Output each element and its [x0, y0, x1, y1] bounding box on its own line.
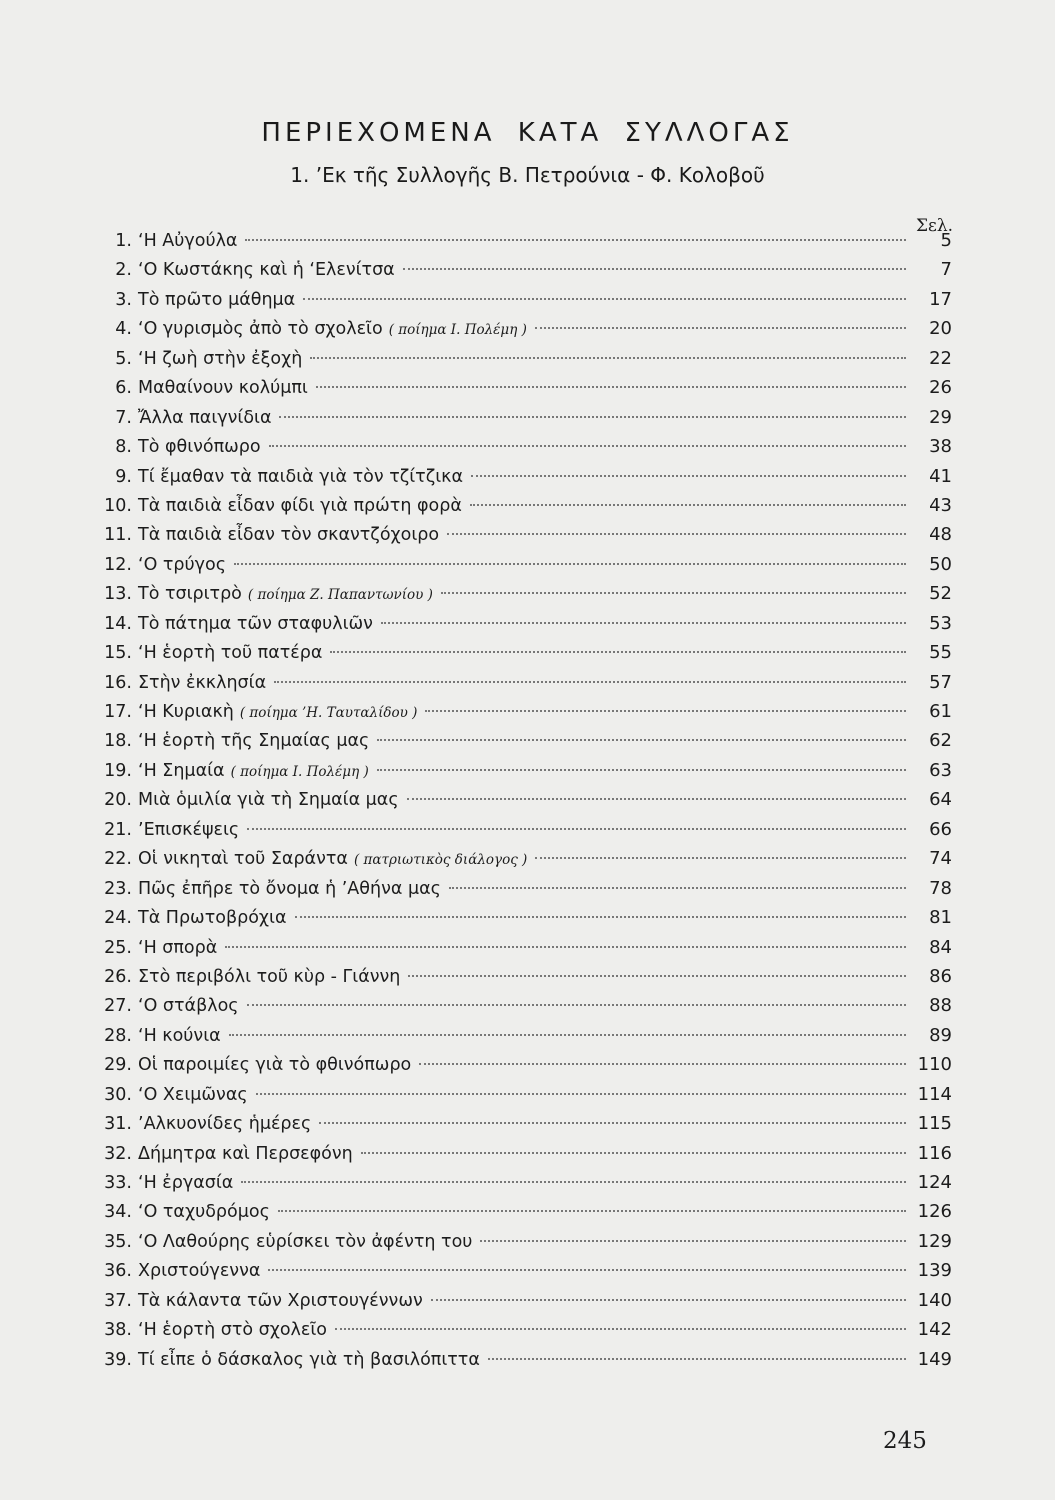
dot-leader	[470, 504, 906, 506]
entry-title: ‘Η κούνια	[138, 1025, 221, 1046]
toc-entry	[80, 436, 952, 465]
toc-entry	[80, 289, 952, 318]
entry-page-number: 50	[929, 553, 952, 575]
toc-entry	[80, 1054, 952, 1083]
entry-number: 15.	[104, 643, 132, 664]
entry-number: 16.	[104, 672, 132, 693]
entry-number: 17.	[104, 702, 132, 722]
entry-title: Μιὰ ὁμιλία γιὰ τὴ Σημαία μας	[138, 790, 399, 811]
dot-leader	[381, 622, 906, 624]
entry-page-number: 20	[929, 318, 952, 340]
entry-note: ( πατριωτικὸς διάλογος )	[353, 852, 528, 869]
entry-number: 10.	[104, 495, 132, 516]
entry-number: 5.	[115, 348, 132, 369]
dot-leader	[335, 1328, 906, 1330]
entry-page-number: 61	[929, 701, 952, 722]
dot-leader	[241, 1181, 906, 1183]
toc-entry	[80, 583, 952, 612]
toc-entry	[80, 495, 952, 524]
dot-leader	[269, 445, 906, 447]
entry-page-number: 124	[917, 1172, 952, 1193]
entry-number: 30.	[104, 1084, 132, 1105]
dot-leader	[480, 1240, 906, 1242]
entry-number: 8.	[115, 437, 132, 458]
toc-entry	[80, 848, 952, 877]
entry-page-number: 48	[929, 524, 952, 546]
entry-page-number: 142	[917, 1319, 952, 1341]
entry-note: ( ποίημα Ι. Πολέμη )	[230, 763, 369, 780]
entry-title: ‘Ο τρύγος	[138, 554, 227, 575]
entry-title: ‘Η σπορὰ	[138, 937, 218, 958]
entry-page-number: 57	[929, 671, 952, 693]
dot-leader	[425, 710, 906, 712]
entry-number: 35.	[104, 1231, 132, 1252]
entry-page-number: 62	[929, 730, 952, 752]
entry-title: ‘Η ἑορτὴ στὸ σχολεῖο	[138, 1320, 327, 1341]
entry-title: Τὸ φθινόπωρο	[138, 437, 261, 458]
dot-leader	[274, 681, 906, 683]
toc-entry	[80, 1172, 952, 1201]
entry-note: ( ποίημα Ζ. Παπαντωνίου )	[247, 587, 433, 604]
toc-entry	[80, 230, 952, 259]
entry-number: 27.	[104, 996, 132, 1017]
toc-entry	[80, 701, 952, 730]
toc-entry	[80, 318, 952, 347]
entry-number: 36.	[104, 1261, 132, 1282]
toc-entry	[80, 937, 952, 966]
entry-page-number: 129	[917, 1230, 952, 1252]
entry-title: Ἄλλα παιγνίδια	[138, 407, 272, 428]
dot-leader	[403, 268, 906, 270]
toc-entry	[80, 966, 952, 995]
entry-number: 31.	[104, 1114, 132, 1135]
entry-number: 14.	[104, 613, 132, 634]
entry-title: ‘Ο Λαθούρης εὑρίσκει τὸν ἀφέντη του	[138, 1231, 473, 1252]
dot-leader	[256, 1093, 906, 1095]
dot-leader	[441, 592, 906, 594]
entry-page-number: 84	[929, 936, 952, 958]
entry-page-number: 89	[929, 1024, 952, 1046]
entry-page-number: 116	[917, 1142, 952, 1164]
toc-entry	[80, 907, 952, 936]
entry-title: ‘Ο στάβλος	[138, 996, 239, 1017]
entry-title: ‘Η Σημαία	[138, 760, 225, 781]
entry-page-number: 149	[917, 1348, 952, 1370]
entry-number: 12.	[104, 554, 132, 575]
toc-entry	[80, 348, 952, 377]
dot-leader	[449, 887, 906, 889]
toc-entry	[80, 1143, 952, 1172]
dot-leader	[229, 1034, 906, 1036]
dot-leader	[234, 563, 906, 565]
entry-title: Τὰ παιδιὰ εἶδαν τὸν σκαντζόχοιρο	[138, 525, 440, 546]
toc-entry	[80, 1084, 952, 1113]
toc-entry	[80, 789, 952, 818]
entry-title: Τὸ τσιριτρὸ	[138, 584, 242, 605]
entry-number: 39.	[104, 1349, 132, 1370]
dot-leader	[377, 739, 906, 741]
entry-number: 7.	[115, 407, 132, 428]
entry-title: ‘Ο ταχυδρόμος	[138, 1202, 270, 1223]
dot-leader	[295, 916, 906, 918]
dot-leader	[408, 975, 906, 977]
entry-page-number: 126	[917, 1201, 952, 1223]
entry-number: 24.	[104, 908, 132, 929]
entry-title: ’Επισκέψεις	[138, 819, 240, 840]
entry-number: 21.	[104, 819, 132, 840]
entry-number: 22.	[104, 849, 132, 870]
entry-title: ‘Η Κυριακὴ	[138, 702, 234, 722]
entry-number: 18.	[104, 731, 132, 752]
entry-number: 29.	[104, 1055, 132, 1076]
toc-entry	[80, 819, 952, 848]
entry-page-number: 81	[929, 907, 952, 929]
entry-title: Τί εἶπε ὁ δάσκαλος γιὰ τὴ βασιλόπιττα	[138, 1349, 480, 1370]
toc-entry	[80, 1025, 952, 1054]
toc-entry	[80, 377, 952, 406]
entry-page-number: 66	[929, 818, 952, 840]
entry-page-number: 114	[917, 1083, 952, 1105]
entry-title: Στὸ περιβόλι τοῦ κὺρ - Γιάννη	[138, 966, 401, 987]
entry-page-number: 86	[929, 965, 952, 987]
dot-leader	[377, 769, 906, 771]
entry-page-number: 53	[929, 612, 952, 634]
entry-page-number: 26	[929, 377, 952, 399]
toc-entry	[80, 1319, 952, 1348]
entry-title: Τὸ πάτημα τῶν σταφυλιῶν	[138, 613, 373, 634]
dot-leader	[431, 1299, 906, 1301]
entry-title: Οἱ νικηταὶ τοῦ Σαράντα	[138, 849, 348, 870]
entry-title: Στὴν ἐκκλησία	[138, 672, 267, 693]
toc-entry	[80, 760, 952, 789]
entry-title: ’Αλκυονίδες ἡμέρες	[138, 1114, 312, 1135]
page-title: ΠΕΡΙΕΧΟΜΕΝΑ ΚΑΤΑ ΣΥΛΛΟΓΑΣ	[261, 118, 794, 148]
entry-title: Τὰ κάλαντα τῶν Χριστουγέννων	[138, 1290, 423, 1311]
entry-note: ( ποίημα Ι. Πολέμη )	[388, 322, 527, 339]
entry-page-number: 52	[929, 583, 952, 605]
entry-title: ‘Η ἐργασία	[138, 1173, 234, 1193]
entry-title: ‘Η Αὐγούλα	[138, 231, 238, 251]
dot-leader	[535, 327, 906, 329]
dot-leader	[535, 857, 906, 859]
entry-title: Χριστούγεννα	[138, 1261, 261, 1282]
entry-number: 6.	[115, 378, 132, 399]
dot-leader	[268, 1269, 906, 1271]
entry-page-number: 74	[929, 848, 952, 870]
entry-page-number: 78	[929, 877, 952, 899]
entry-page-number: 55	[929, 642, 952, 664]
entry-number: 33.	[104, 1173, 132, 1193]
entry-number: 28.	[104, 1025, 132, 1046]
entry-title: Τί ἔμαθαν τὰ παιδιὰ γιὰ τὸν τζίτζικα	[138, 466, 463, 487]
page-column-label: Σελ.	[916, 216, 954, 236]
entry-page-number: 43	[929, 494, 952, 516]
entry-number: 34.	[104, 1202, 132, 1223]
entry-number: 32.	[104, 1143, 132, 1164]
toc-entry	[80, 1231, 952, 1260]
dot-leader	[225, 946, 906, 948]
entry-title: ‘Ο Κωστάκης καὶ ἡ ‘Ελενίτσα	[138, 260, 395, 281]
entry-page-number: 29	[929, 406, 952, 428]
entry-title: ‘Ο γυρισμὸς ἀπὸ τὸ σχολεῖο	[138, 319, 383, 340]
toc-entry	[80, 259, 952, 288]
toc-entry	[80, 1113, 952, 1142]
dot-leader	[247, 1004, 906, 1006]
entry-page-number: 7	[940, 259, 952, 281]
entry-title: Μαθαίνουν κολύμπι	[138, 378, 308, 399]
entry-page-number: 110	[917, 1054, 952, 1076]
dot-leader	[310, 357, 906, 359]
entry-number: 9.	[115, 466, 132, 487]
entry-page-number: 64	[929, 789, 952, 811]
toc-entry	[80, 878, 952, 907]
entry-title: Τὸ πρῶτο μάθημα	[138, 289, 296, 310]
entry-number: 37.	[104, 1290, 132, 1311]
entry-title: Τὰ παιδιὰ εἶδαν φίδι γιὰ πρώτη φορὰ	[138, 495, 462, 516]
dot-leader	[278, 1210, 906, 1212]
dot-leader	[316, 386, 906, 388]
entry-number: 19.	[104, 760, 132, 781]
entry-number: 20.	[104, 790, 132, 811]
collection-subtitle: 1. ’Εκ τῆς Συλλογῆς Β. Πετρούνια - Φ. Κολοβοῦ	[290, 163, 765, 187]
entry-title: ‘Η ἑορτὴ τῆς Σημαίας μας	[138, 731, 370, 752]
toc-entry	[80, 524, 952, 553]
dot-leader	[419, 1063, 906, 1065]
entry-number: 11.	[104, 525, 132, 546]
entry-title: Πῶς ἐπῆρε τὸ ὄνομα ἡ ’Αθήνα μας	[138, 878, 441, 899]
entry-number: 2.	[115, 260, 132, 281]
entry-title: Τὰ Πρωτοβρόχια	[138, 908, 287, 929]
entry-title: ‘Η ζωὴ στὴν ἐξοχὴ	[138, 348, 303, 369]
entry-page-number: 140	[917, 1289, 952, 1311]
entry-title: Δήμητρα καὶ Περσεφόνη	[138, 1143, 353, 1164]
entry-page-number: 63	[929, 759, 952, 781]
entry-page-number: 17	[929, 288, 952, 310]
toc-entry	[80, 1349, 952, 1378]
toc-entry	[80, 407, 952, 436]
entry-number: 4.	[115, 319, 132, 340]
dot-leader	[247, 828, 906, 830]
dot-leader	[245, 239, 906, 241]
footer-page-number: 245	[883, 1428, 927, 1454]
dot-leader	[303, 298, 906, 300]
toc-entry	[80, 1201, 952, 1230]
entry-page-number: 139	[917, 1260, 952, 1282]
toc-entry	[80, 672, 952, 701]
entry-title: ‘Η ἑορτὴ τοῦ πατέρα	[138, 643, 323, 664]
toc-entry	[80, 554, 952, 583]
dot-leader	[488, 1358, 906, 1360]
dot-leader	[279, 416, 906, 418]
entry-note: ( ποίημα ’Η. Ταυταλίδου )	[239, 705, 418, 721]
toc-entry	[80, 613, 952, 642]
toc-entry	[80, 730, 952, 759]
dot-leader	[471, 475, 906, 477]
entry-number: 13.	[104, 584, 132, 605]
entry-page-number: 41	[929, 465, 952, 487]
toc-entry	[80, 1290, 952, 1319]
dot-leader	[447, 533, 906, 535]
dot-leader	[361, 1152, 906, 1154]
entry-number: 25.	[104, 937, 132, 958]
table-of-contents	[80, 230, 952, 1378]
entry-page-number: 115	[917, 1113, 952, 1135]
toc-entry	[80, 1260, 952, 1289]
entry-title: ‘Ο Χειμῶνας	[138, 1084, 248, 1105]
entry-number: 23.	[104, 878, 132, 899]
entry-number: 1.	[115, 231, 132, 251]
entry-page-number: 38	[929, 436, 952, 458]
entry-number: 3.	[115, 289, 132, 310]
dot-leader	[319, 1122, 906, 1124]
entry-page-number: 5	[940, 230, 952, 251]
toc-entry	[80, 642, 952, 671]
entry-page-number: 22	[929, 347, 952, 369]
entry-page-number: 88	[929, 995, 952, 1017]
entry-title: Οἱ παροιμίες γιὰ τὸ φθινόπωρο	[138, 1055, 412, 1076]
entry-number: 38.	[104, 1320, 132, 1341]
dot-leader	[407, 798, 906, 800]
toc-entry	[80, 995, 952, 1024]
entry-number: 26.	[104, 966, 132, 987]
toc-entry	[80, 466, 952, 495]
dot-leader	[330, 651, 906, 653]
